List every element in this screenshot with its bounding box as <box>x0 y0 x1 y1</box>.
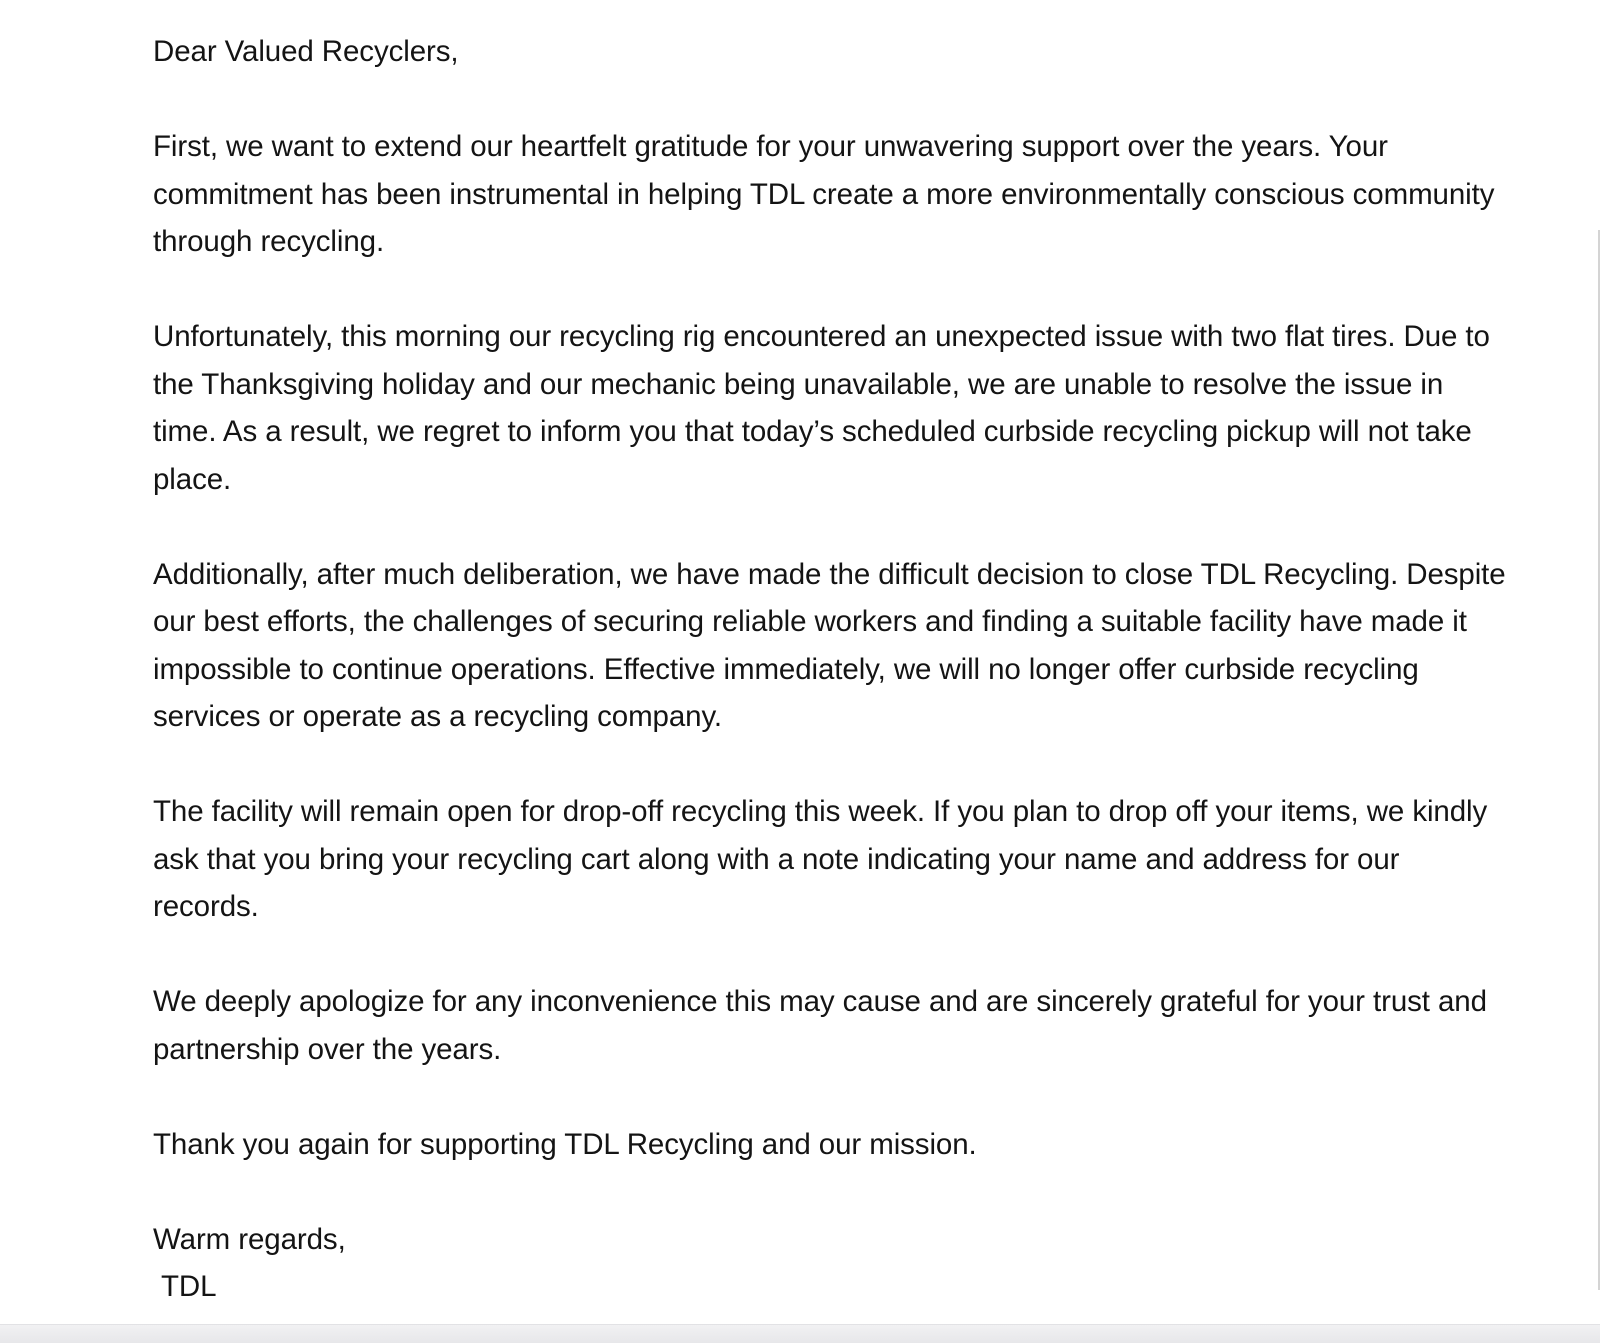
paragraph-gratitude: First, we want to extend our heartfelt gratitude for your unwavering support over the years. Your commitment has been instrumental in helping TDL create a more environmentally conscious community through recycling. <box>153 130 1495 258</box>
paragraph-apology: We deeply apologize for any inconvenience this may cause and are sincerely grateful for your trust and partnership over the years. <box>153 985 1487 1066</box>
paragraph-flat-tires: Unfortunately, this morning our recycling rig encountered an unexpected issue with two flat tires. Due to the Thanksgiving holiday and our mechanic being unavailable, we are unable to resolve the issue in time. As a result, we regret to inform you that today’s scheduled curbside recycling pickup will not take place. <box>153 320 1490 496</box>
paragraph-drop-off: The facility will remain open for drop-off recycling this week. If you plan to drop off your items, we kindly ask that you bring your recycling cart along with a note indicating your name and address for our records. <box>153 795 1488 923</box>
paragraph-closure: Additionally, after much deliberation, we have made the difficult decision to close TDL Recycling. Despite our best efforts, the challenges of securing reliable workers and finding a suitable facility have made it impossible to continue operations. Effective immediately, we will no longer offer curbside recycling services or operate as a recycling company. <box>153 557 1506 733</box>
sign-off <box>153 1216 1513 1311</box>
closing: Warm regards, <box>153 1222 346 1256</box>
letter-body <box>153 28 1513 1311</box>
salutation: Dear Valued Recyclers, <box>153 35 459 68</box>
signature: TDL <box>161 1270 217 1303</box>
paragraph-thanks: Thank you again for supporting TDL Recycling and our mission. <box>153 1127 977 1161</box>
bottom-bar <box>0 1324 1600 1343</box>
